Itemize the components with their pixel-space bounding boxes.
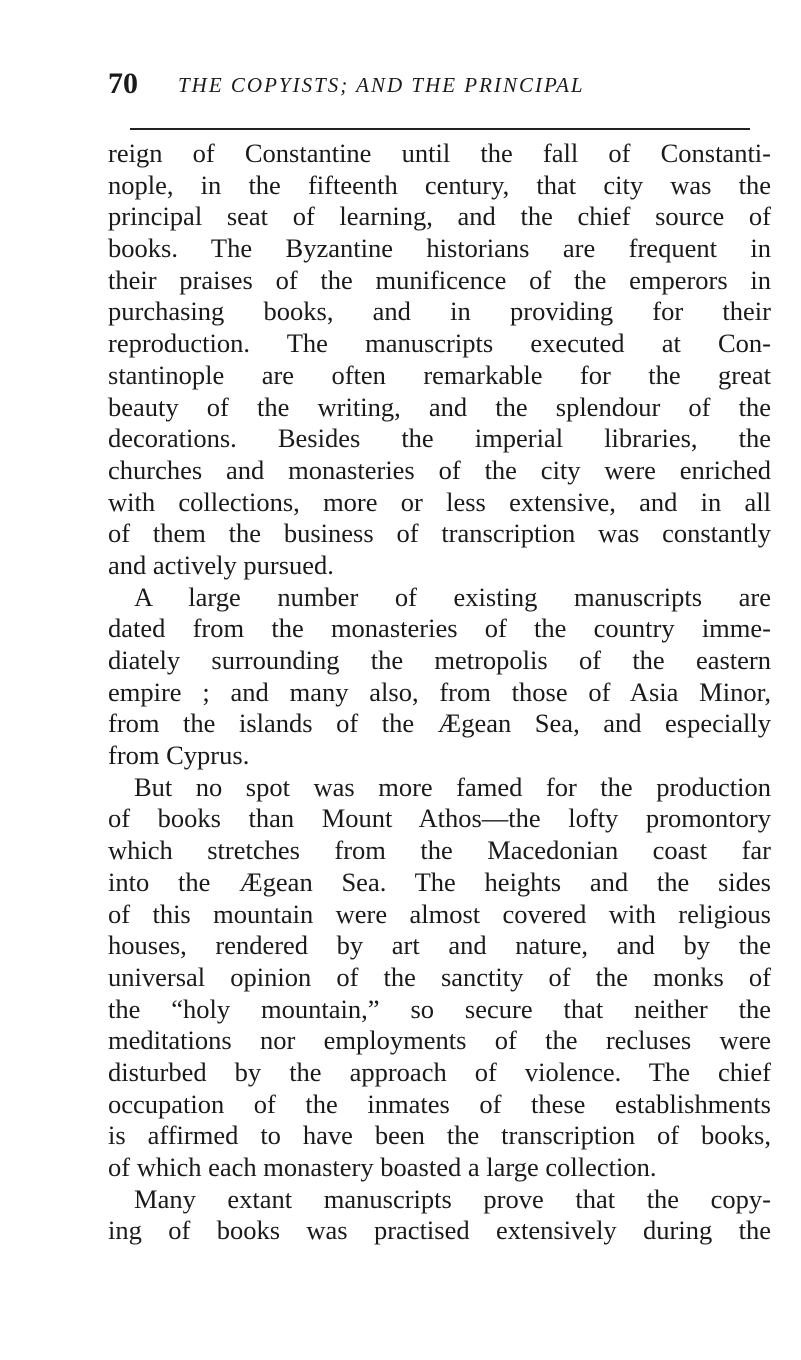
text-line: stantinople are often remarkable for the great	[108, 359, 771, 390]
text-line: principal seat of learning, and the chief source of	[108, 201, 771, 232]
text-line: which stretches from the Macedonian coast far	[108, 835, 771, 866]
text-line: the “holy mountain,” so secure that neither the	[108, 993, 771, 1024]
text-line: purchasing books, and in providing for their	[108, 296, 771, 327]
text-line: decorations. Besides the imperial libraries, the	[108, 423, 771, 454]
text-line: meditations nor employments of the recluses were	[108, 1025, 771, 1056]
body-text	[108, 138, 771, 1247]
text-line: empire ; and many also, from those of Asia Minor,	[108, 676, 771, 707]
text-line: books. The Byzantine historians are frequent in	[108, 233, 771, 264]
text-line: with collections, more or less extensive, and in all	[108, 486, 771, 517]
text-line: of which each monastery boasted a large collection.	[108, 1152, 657, 1182]
text-line: and actively pursued.	[108, 549, 334, 580]
text-line: disturbed by the approach of violence. The chief	[108, 1056, 771, 1087]
running-head	[108, 64, 751, 110]
text-line: of books than Mount Athos—the lofty promontory	[108, 803, 771, 834]
text-line: A large number of existing manuscripts are	[134, 581, 771, 612]
text-line: of this mountain were almost covered with religious	[108, 898, 771, 929]
text-line: nople, in the fifteenth century, that city was the	[108, 169, 771, 200]
text-line: reproduction. The manuscripts executed at Con-	[108, 328, 771, 359]
text-line: houses, rendered by art and nature, and by the	[108, 930, 771, 961]
text-line: into the Ægean Sea. The heights and the sides	[108, 866, 771, 897]
text-line: their praises of the munificence of the emperors in	[108, 264, 771, 295]
running-head-title: THE COPYISTS; AND THE PRINCIPAL	[178, 73, 585, 97]
text-line: ing of books was practised extensively during the	[108, 1215, 771, 1246]
text-line: diately surrounding the metropolis of the eastern	[108, 645, 771, 675]
text-line: of them the business of transcription was constantly	[108, 518, 771, 549]
page-number: 70	[108, 67, 138, 100]
text-line: universal opinion of the sanctity of the monks of	[108, 961, 771, 992]
text-line: beauty of the writing, and the splendour of the	[108, 391, 771, 422]
text-line: Many extant manuscripts prove that the copy-	[134, 1183, 771, 1214]
text-line: from Cyprus.	[108, 740, 250, 771]
header-rule	[130, 128, 750, 130]
text-line: is affirmed to have been the transcription of books,	[108, 1120, 771, 1151]
text-line: occupation of the inmates of these establishments	[108, 1088, 771, 1119]
text-line: reign of Constantine until the fall of Constanti-	[108, 138, 771, 168]
text-line: But no spot was more famed for the production	[134, 771, 771, 802]
text-line: dated from the monasteries of the country imme-	[108, 613, 771, 644]
text-line: churches and monasteries of the city were enriched	[108, 454, 771, 485]
text-line: from the islands of the Ægean Sea, and especially	[108, 708, 771, 739]
